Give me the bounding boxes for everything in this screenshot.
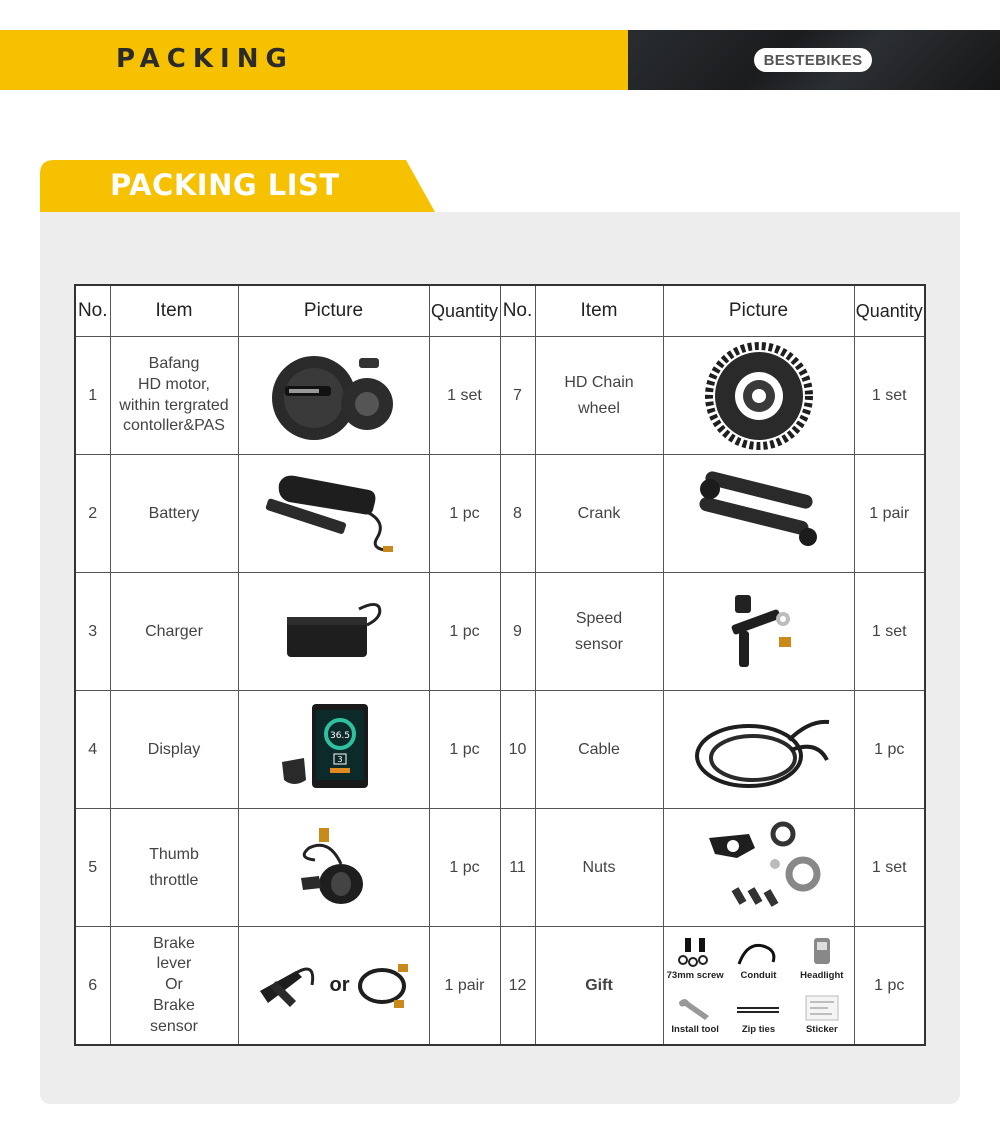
item-picture bbox=[238, 573, 429, 691]
header-item: Item bbox=[110, 285, 238, 337]
item-line: HD motor, bbox=[137, 375, 210, 393]
item-line: lever bbox=[156, 955, 192, 973]
item-line: throttle bbox=[149, 871, 199, 889]
item-line: Gift bbox=[585, 976, 613, 994]
gift-label: Conduit bbox=[740, 969, 777, 981]
nuts-icon bbox=[689, 818, 829, 918]
item-picture bbox=[238, 455, 429, 573]
item-quantity: 1 set bbox=[854, 573, 925, 691]
item-quantity: 1 pc bbox=[854, 927, 925, 1046]
header-picture: Picture bbox=[238, 285, 429, 337]
sticker-icon bbox=[802, 994, 842, 1024]
gift-item bbox=[790, 930, 853, 984]
install-tool-icon bbox=[675, 994, 715, 1024]
gift-item bbox=[664, 984, 727, 1038]
row-number: 8 bbox=[500, 455, 535, 573]
item-line: Crank bbox=[577, 504, 621, 522]
item-line: Thumb bbox=[149, 845, 199, 863]
row-number: 4 bbox=[75, 691, 110, 809]
battery-icon bbox=[259, 466, 409, 561]
row-number: 9 bbox=[500, 573, 535, 691]
item-line: wheel bbox=[578, 399, 620, 417]
item-name bbox=[535, 809, 663, 927]
item-line: Display bbox=[147, 740, 201, 758]
brake-lever-icon bbox=[256, 951, 324, 1021]
item-quantity: 1 set bbox=[429, 337, 500, 455]
gift-item bbox=[790, 984, 853, 1038]
section-title: PACKING LIST bbox=[110, 168, 340, 202]
item-picture bbox=[238, 927, 429, 1046]
gift-item bbox=[727, 984, 790, 1038]
item-quantity: 1 pc bbox=[429, 691, 500, 809]
item-name bbox=[110, 691, 238, 809]
item-line: sensor bbox=[149, 1017, 199, 1035]
row-number: 2 bbox=[75, 455, 110, 573]
charger-icon bbox=[279, 597, 389, 667]
item-name bbox=[535, 691, 663, 809]
motor-icon bbox=[259, 346, 409, 446]
thumb-throttle-icon bbox=[279, 818, 389, 918]
item-picture bbox=[663, 927, 854, 1046]
item-quantity: 1 pc bbox=[429, 573, 500, 691]
crank-icon bbox=[684, 469, 834, 559]
speed-sensor-icon bbox=[709, 587, 809, 677]
item-quantity: 1 pc bbox=[854, 691, 925, 809]
brand-logo: BESTEBIKES bbox=[754, 48, 872, 72]
item-name bbox=[110, 455, 238, 573]
item-line: sensor bbox=[574, 635, 624, 653]
item-picture bbox=[238, 337, 429, 455]
table-row bbox=[75, 337, 925, 455]
row-number: 10 bbox=[500, 691, 535, 809]
item-line: HD Chain bbox=[564, 373, 634, 391]
item-line: Cable bbox=[578, 740, 620, 758]
gift-label: 73mm screw bbox=[666, 969, 724, 981]
brake-sensor-icon bbox=[356, 956, 412, 1016]
header-dark-band bbox=[628, 30, 1000, 90]
gift-label: Install tool bbox=[671, 1023, 719, 1035]
item-name bbox=[110, 809, 238, 927]
gift-item bbox=[664, 930, 727, 984]
gift-item bbox=[727, 930, 790, 984]
item-name bbox=[535, 573, 663, 691]
item-name bbox=[110, 337, 238, 455]
item-name bbox=[535, 927, 663, 1046]
screw-icon bbox=[675, 936, 715, 970]
item-name bbox=[535, 455, 663, 573]
display-speed-text: 36.5 bbox=[329, 730, 350, 741]
table-header-row bbox=[75, 285, 925, 337]
or-label: or bbox=[329, 974, 350, 996]
gift-label: Sticker bbox=[805, 1023, 838, 1035]
row-number: 6 bbox=[75, 927, 110, 1046]
header-yellow-band bbox=[0, 30, 628, 90]
row-number: 12 bbox=[500, 927, 535, 1046]
chain-wheel-icon bbox=[704, 341, 814, 451]
header-title: PACKING bbox=[116, 44, 294, 74]
item-line: Brake bbox=[153, 934, 195, 952]
item-quantity: 1 set bbox=[854, 809, 925, 927]
header-quantity: Quantity bbox=[854, 285, 925, 337]
item-picture bbox=[663, 337, 854, 455]
row-number: 5 bbox=[75, 809, 110, 927]
gift-grid bbox=[664, 930, 854, 1042]
display-level-text: 3 bbox=[336, 754, 343, 764]
item-picture bbox=[238, 809, 429, 927]
row-number: 7 bbox=[500, 337, 535, 455]
table-row bbox=[75, 809, 925, 927]
header-no: No. bbox=[75, 285, 110, 337]
header-banner bbox=[0, 30, 1000, 90]
cable-icon bbox=[679, 700, 839, 800]
table-row bbox=[75, 927, 925, 1046]
item-line: Brake bbox=[153, 996, 195, 1014]
item-quantity: 1 pair bbox=[429, 927, 500, 1046]
zip-ties-icon bbox=[733, 994, 783, 1024]
item-line: within tergrated bbox=[119, 396, 229, 414]
row-number: 3 bbox=[75, 573, 110, 691]
header-no: No. bbox=[500, 285, 535, 337]
item-picture bbox=[663, 691, 854, 809]
packing-table bbox=[74, 284, 926, 1046]
header-item: Item bbox=[535, 285, 663, 337]
table-row bbox=[75, 573, 925, 691]
header-quantity: Quantity bbox=[429, 285, 500, 337]
conduit-icon bbox=[733, 936, 783, 970]
item-picture bbox=[663, 455, 854, 573]
header-picture: Picture bbox=[663, 285, 854, 337]
row-number: 11 bbox=[500, 809, 535, 927]
item-line: Battery bbox=[148, 504, 200, 522]
item-picture bbox=[663, 573, 854, 691]
table-row bbox=[75, 691, 925, 809]
item-picture bbox=[663, 809, 854, 927]
row-number: 1 bbox=[75, 337, 110, 455]
headlight-icon bbox=[807, 936, 837, 970]
display-icon bbox=[274, 700, 394, 800]
item-line: Nuts bbox=[582, 858, 616, 876]
section-tab bbox=[40, 160, 435, 212]
item-line: contoller&PAS bbox=[123, 417, 225, 435]
item-quantity: 1 pc bbox=[429, 809, 500, 927]
item-name bbox=[110, 573, 238, 691]
gift-label: Headlight bbox=[800, 969, 844, 981]
item-quantity: 1 set bbox=[854, 337, 925, 455]
table-row bbox=[75, 455, 925, 573]
item-line: Charger bbox=[145, 622, 203, 640]
item-name bbox=[110, 927, 238, 1046]
item-quantity: 1 pair bbox=[854, 455, 925, 573]
item-picture bbox=[238, 691, 429, 809]
item-line: Bafang bbox=[148, 354, 200, 372]
item-quantity: 1 pc bbox=[429, 455, 500, 573]
item-line: Or bbox=[165, 976, 183, 994]
item-name bbox=[535, 337, 663, 455]
gift-label: Zip ties bbox=[741, 1023, 776, 1035]
item-line: Speed bbox=[575, 609, 623, 627]
